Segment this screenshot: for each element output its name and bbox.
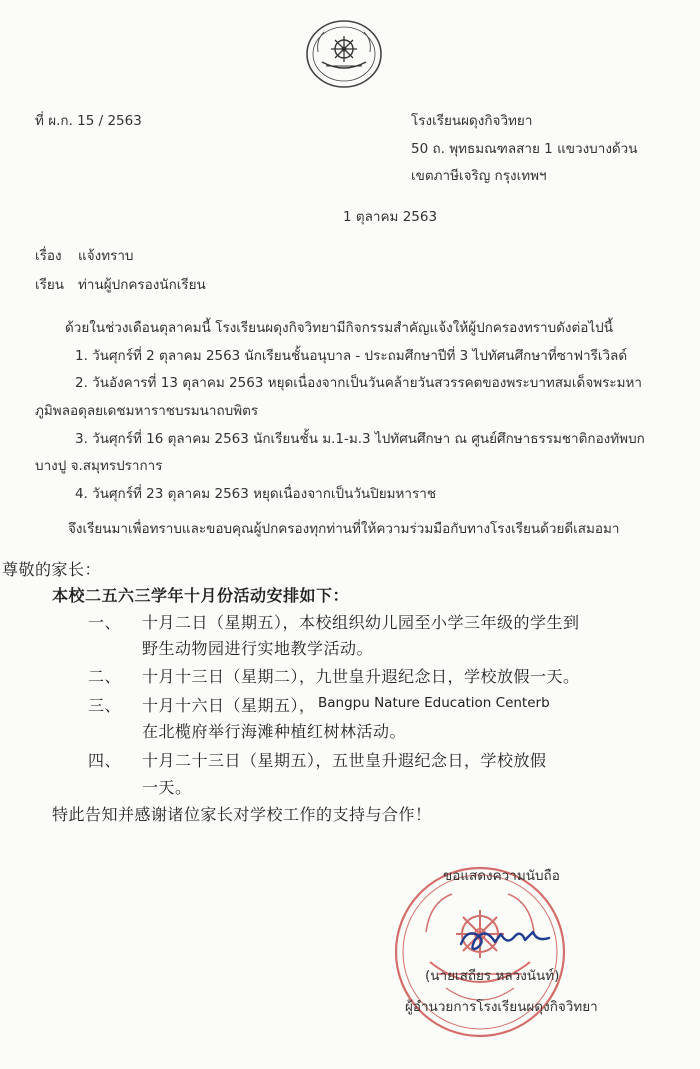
thai-item-4: 4. วันศุกร์ที่ 23 ตุลาคม 2563 หยุดเนื่องจากเป็นวันปิยมหาราช (75, 486, 436, 502)
thai-intro: ด้วยในช่วงเดือนตุลาคมนี้ โรงเรียนผดุงกิจวิทยามีกิจกรรมสำคัญแจ้งให้ผู้ปกครองทราบดังต่อไปนี้ (65, 320, 613, 336)
chinese-item-2: 十月十三日（星期二），九世皇升遐纪念日，学校放假一天。 (142, 667, 580, 686)
address-line-2: เขตภาษีเจริญ กรุงเทพฯ (411, 168, 547, 184)
signature-title: ผู้อำนวยการโรงเรียนผดุงกิจวิทยา (405, 999, 598, 1015)
thai-item-1: 1. วันศุกร์ที่ 2 ตุลาคม 2563 นักเรียนชั้นอนุบาล - ประถมศึกษาปีที่ 3 ไปทัศนศึกษาที่ซาฟารีเวิลด์ (75, 348, 628, 364)
chinese-item-3-number: 三、 (88, 696, 122, 715)
chinese-greeting: 尊敬的家长： (2, 560, 102, 579)
handwritten-signature (455, 918, 555, 958)
address-line-1: 50 ถ. พุทธมณฑลสาย 1 แขวงบางด้วน (411, 141, 638, 157)
chinese-item-3-cont: 在北榄府举行海滩种植红树林活动。 (142, 722, 407, 741)
recipient-label: เรียน (35, 277, 65, 293)
chinese-item-3: 十月十六日（星期五）， (142, 696, 316, 715)
chinese-item-4-number: 四、 (88, 751, 122, 770)
school-logo (304, 18, 384, 90)
chinese-intro: 本校二五六三学年十月份活动安排如下： (52, 586, 350, 605)
document-number: ที่ ผ.ก. 15 / 2563 (35, 113, 142, 129)
chinese-item-1-cont: 野生动物园进行实地教学活动。 (142, 639, 374, 658)
school-name: โรงเรียนผดุงกิจวิทยา (411, 113, 533, 129)
thai-item-3-cont: บางปู จ.สมุทรปราการ (35, 458, 163, 474)
subject-label: เรื่อง (35, 248, 62, 264)
chinese-item-1: 十月二日（星期五），本校组织幼儿园至小学三年级的学生到 (142, 613, 580, 632)
thai-item-2: 2. วันอังคารที่ 13 ตุลาคม 2563 หยุดเนื่องจากเป็นวันคล้ายวันสวรรคตของพระบาทสมเด็จพระมหา (75, 375, 643, 391)
subject-value: แจ้งทราบ (78, 248, 134, 264)
chinese-item-4: 十月二十三日（星期五），五世皇升遐纪念日，学校放假 (142, 751, 547, 770)
thai-item-3: 3. วันศุกร์ที่ 16 ตุลาคม 2563 นักเรียนชั้น ม.1-ม.3 ไปทัศนศึกษา ณ ศูนย์ศึกษาธรรมชาติกองทัพบก (75, 431, 645, 447)
chinese-item-4-cont: 一天。 (142, 778, 192, 797)
chinese-item-1-number: 一、 (88, 613, 122, 632)
chinese-item-3-en: Bangpu Nature Education Centerb (318, 695, 550, 711)
recipient-value: ท่านผู้ปกครองนักเรียน (78, 277, 206, 293)
signature-name: (นายเสถียร หลวงนันท์) (425, 968, 560, 984)
signature-regards: ขอแสดงความนับถือ (443, 868, 560, 884)
chinese-closing: 特此告知并感谢诸位家长对学校工作的支持与合作！ (52, 805, 432, 824)
thai-item-2-cont: ภูมิพลอดุลยเดชมหาราชบรมนาถบพิตร (35, 403, 259, 419)
thai-closing: จึงเรียนมาเพื่อทราบและขอบคุณผู้ปกครองทุกท่านที่ให้ความร่วมมือกับทางโรงเรียนด้วยดีเสมอมา (68, 521, 620, 537)
chinese-item-2-number: 二、 (88, 667, 122, 686)
letter-date: 1 ตุลาคม 2563 (343, 209, 438, 225)
